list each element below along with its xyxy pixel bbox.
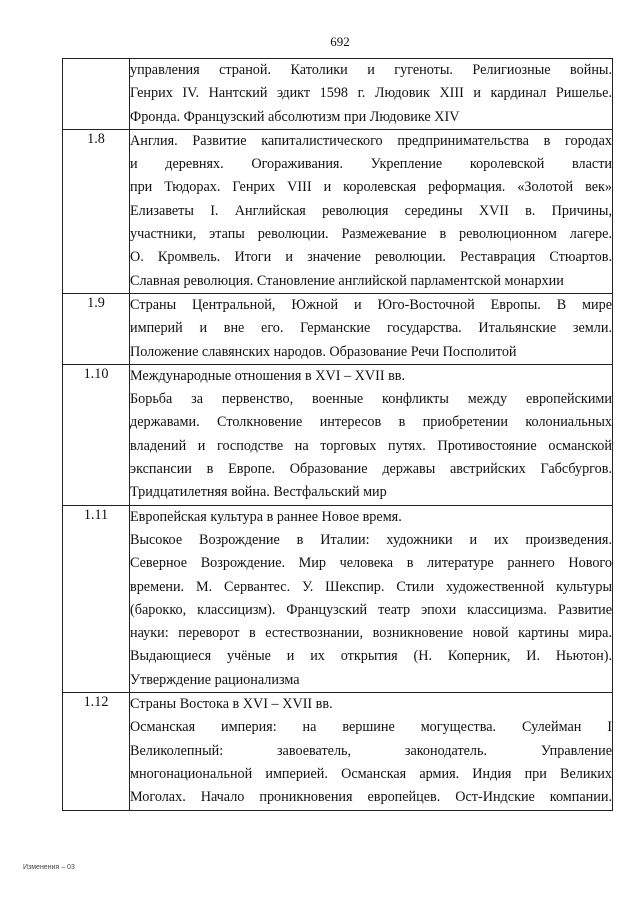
topic-number-cell	[63, 129, 130, 293]
topic-row	[63, 693, 613, 810]
topic-number: 1.12	[83, 694, 109, 711]
topic-text-line: империй и вне его. Германские государства. Итальянские земли.	[130, 320, 612, 337]
topic-text-line: Елизаветы I. Английская революция середины XVII в. Причины,	[130, 202, 612, 219]
topic-number: 1.8	[87, 130, 105, 147]
syllabus-table-body	[63, 59, 613, 811]
topic-text-line: (барокко, классицизм). Французский театр эпохи классицизма. Развитие	[130, 601, 612, 618]
topic-content-cell	[130, 59, 613, 130]
topic-text-line: времени. М. Сервантес. У. Шекспир. Стили художественной культуры	[130, 578, 612, 595]
page-number: 692	[330, 34, 350, 49]
topic-text-line: Генрих IV. Нантский эдикт 1598 г. Людовик XIII и кардинал Ришелье.	[130, 85, 612, 102]
topic-text-line: Высокое Возрождение в Италии: художники и их произведения.	[130, 531, 612, 548]
topic-text-line: Моголах. Начало проникновения европейцев. Ост-Индские компании.	[130, 789, 612, 806]
topic-row	[63, 505, 613, 692]
topic-content-cell	[130, 693, 613, 810]
topic-content-cell	[130, 364, 613, 505]
topic-text-line: Страны Востока в XVI – XVII вв.	[130, 696, 333, 713]
topic-text-line: О. Кромвель. Итоги и значение революции. Реставрация Стюартов.	[130, 249, 612, 266]
topic-content-cell	[130, 293, 613, 364]
topic-text-line: науки: переворот в естествознании, возникновение новой картины мира.	[130, 625, 612, 642]
topic-text-line: экспансии в Европе. Образование державы австрийских Габсбургов.	[130, 461, 612, 478]
topic-text-line: державами. Столкновение интересов в приобретении колониальных	[130, 414, 612, 431]
topic-row	[63, 364, 613, 505]
topic-number-cell	[63, 364, 130, 505]
topic-text-line: Великолепный: завоеватель, законодатель. Управление	[130, 742, 612, 759]
topic-text-line: Фронда. Французский абсолютизм при Людовике XIV	[130, 108, 460, 125]
topic-text-line: Международные отношения в XVI – XVII вв.	[130, 367, 406, 384]
topic-number: 1.10	[83, 365, 109, 382]
topic-text-line: Османская империя: на вершине могущества. Сулейман I	[130, 719, 612, 736]
topic-text-line: Тридцатилетняя война. Вестфальский мир	[130, 484, 387, 501]
topic-text-line: Страны Центральной, Южной и Юго-Восточной Европы. В мире	[130, 296, 612, 313]
topic-number-cell	[63, 693, 130, 810]
topic-text-line: управления страной. Католики и гугеноты. Религиозные войны.	[130, 62, 612, 78]
syllabus-table	[62, 58, 613, 811]
topic-row	[63, 293, 613, 364]
topic-row	[63, 129, 613, 293]
topic-text-line: при Тюдорах. Генрих VIII и королевская реформация. «Золотой век»	[130, 179, 612, 196]
topic-text-line: Борьба за первенство, военные конфликты между европейскими	[130, 391, 612, 408]
topic-number-cell	[63, 293, 130, 364]
topic-text-line: и деревнях. Огораживания. Укрепление королевской власти	[130, 156, 612, 173]
topic-content-cell	[130, 505, 613, 692]
topic-text-line: Англия. Развитие капиталистического предпринимательства в городах	[130, 132, 612, 149]
topic-number: 1.9	[87, 294, 105, 311]
footer-revision-note: Изменения – 03	[23, 864, 75, 871]
topic-text-line: Положение славянских народов. Образование Речи Посполитой	[130, 343, 517, 360]
topic-text-line: Северное Возрождение. Мир человека в литературе раннего Нового	[130, 555, 612, 572]
topic-content-cell	[130, 129, 613, 293]
topic-text-line: Выдающиеся учёные и их открытия (Н. Коперник, И. Ньютон).	[130, 648, 612, 665]
topic-text-line: Утверждение рационализма	[130, 671, 300, 688]
topic-text-line: Европейская культура в раннее Новое время.	[130, 508, 402, 525]
topic-text-line: участники, этапы революции. Размежевание в революционном лагере.	[130, 226, 612, 243]
topic-number: 1.11	[83, 506, 109, 523]
topic-number-cell	[63, 505, 130, 692]
topic-text-line: владений и господстве на торговых путях. Противостояние османской	[130, 437, 612, 454]
topic-text-line: многонациональной империей. Османская армия. Индия при Великих	[130, 765, 612, 782]
topic-row	[63, 59, 613, 130]
topic-text-line: Славная революция. Становление английской парламентской монархии	[130, 272, 564, 289]
topic-number-cell	[63, 59, 130, 130]
